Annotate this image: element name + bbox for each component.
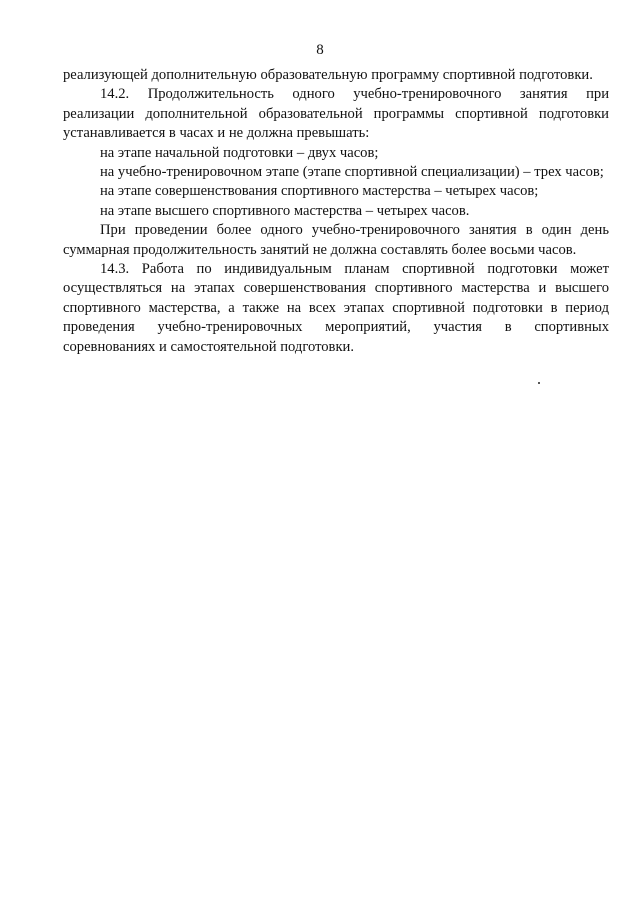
- paragraph-total-duration: При проведении более одного учебно-тренировочного занятия в один день суммарная продолжительность занятий не должна составлять более восьми часов.: [63, 222, 609, 258]
- list-item-higher-mastery-stage: на этапе высшего спортивного мастерства – четырех часов.: [100, 202, 470, 219]
- paragraph-14-3: 14.3. Работа по индивидуальным планам спортивной подготовки может осуществляться на этапах совершенствования спортивного мастерства и высшего спортивного мастерства, а также на всех этапах спортивной подготовки в период проведения учебно-тренировочных мероприятий, участия в спортивных соревнованиях и самостоятельной подготовки.: [63, 261, 609, 355]
- list-item-initial-stage: на этапе начальной подготовки – двух часов;: [100, 144, 379, 161]
- paragraph-14-2: 14.2. Продолжительность одного учебно-тренировочного занятия при реализации дополнительной образовательной программы спортивной подготовки устанавливается в часах и не должна превышать:: [63, 86, 609, 142]
- list-item-improvement-stage: на этапе совершенствования спортивного мастерства – четырех часов;: [100, 183, 539, 200]
- paragraph-continuation: реализующей дополнительную образовательную программу спортивной подготовки.: [63, 67, 593, 83]
- document-body: [63, 66, 609, 357]
- list-item-training-stage: на учебно-тренировочном этапе (этапе спортивной специализации) – трех часов;: [100, 164, 604, 181]
- page-number: 8: [316, 42, 324, 58]
- scan-dot-mark: [538, 382, 540, 384]
